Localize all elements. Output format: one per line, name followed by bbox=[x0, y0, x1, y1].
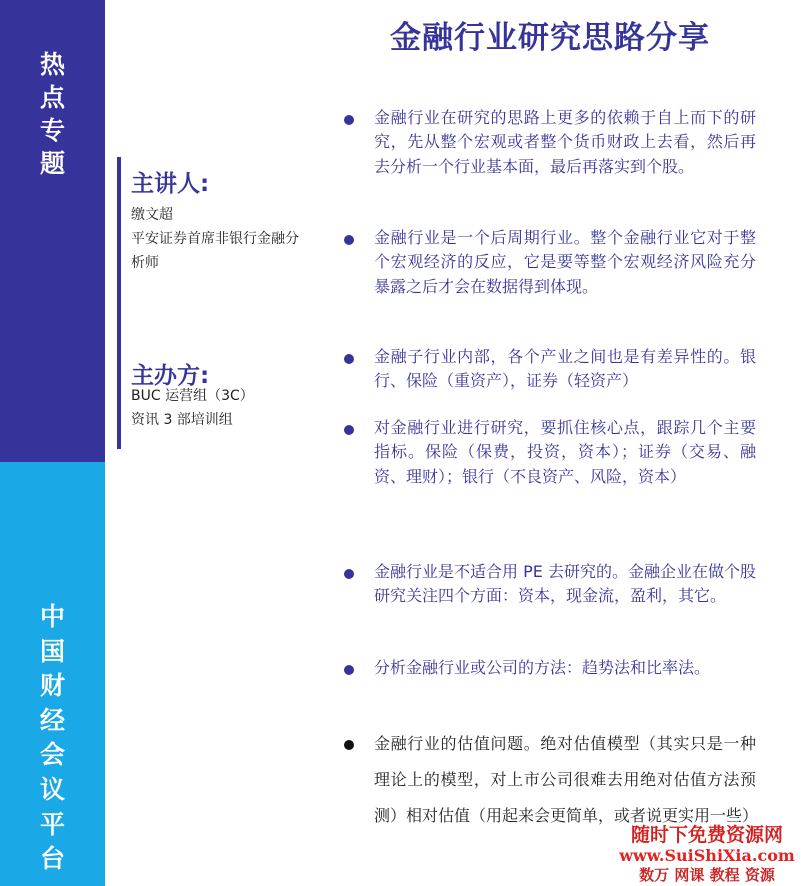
bullet-dot bbox=[344, 354, 354, 364]
bullet-text: 对金融行业进行研究，要抓住核心点，跟踪几个主要指标。保险（保费，投资，资本）；证券（交易、融资、理财）；银行（不良资产、风险，资本） bbox=[374, 418, 756, 486]
sidebar-bottom-char: 经 bbox=[39, 705, 65, 735]
bullet-text: 金融行业是不适合用 PE 去研究的。金融企业在做个股研究关注四个方面：资本，现金流，盈利，其它。 bbox=[374, 562, 756, 606]
speaker-title-line: 平安证券首席非银行金融分 bbox=[131, 231, 299, 247]
bullet-dot bbox=[344, 425, 354, 435]
sidebar-bottom-char: 中 bbox=[39, 602, 65, 631]
bullet-dot bbox=[344, 665, 354, 675]
sidebar-bottom-char: 议 bbox=[39, 774, 65, 804]
bullet-text: 金融行业在研究的思路上更多的依赖于自上而下的研究，先从整个宏观或者整个货币财政上去看，然后再去分析一个行业基本面，最后再落实到个股。 bbox=[374, 108, 756, 176]
sidebar-bottom-char: 财 bbox=[39, 671, 65, 701]
watermark-line: 随时下免费资源网 bbox=[630, 824, 783, 846]
bullet-text: 金融行业的估值问题。绝对估值模型（其实只是一种理论上的模型，对上市公司很难去用绝对估值方法预测）相对估值（用起来会更简单，或者说更实用一些） bbox=[374, 734, 759, 825]
speaker-info bbox=[131, 203, 341, 275]
key-points-list bbox=[340, 0, 800, 886]
organizer-line: BUC 运营组（3C） bbox=[131, 388, 254, 404]
speaker-name: 缴文超 bbox=[131, 207, 173, 223]
speaker-heading: 主讲人: bbox=[131, 171, 210, 197]
bullet-dot bbox=[344, 569, 354, 579]
bullet-dot bbox=[344, 740, 354, 750]
sidebar-top-char: 点 bbox=[39, 83, 65, 112]
sidebar-top-char: 题 bbox=[39, 149, 65, 178]
sidebar-top-char: 热 bbox=[39, 50, 65, 79]
bullet-dot bbox=[344, 115, 354, 125]
organizer-line: 资讯 3 部培训组 bbox=[131, 412, 233, 428]
sidebar-bottom-char: 台 bbox=[39, 844, 65, 874]
watermark-url: www.SuiShiXia.com bbox=[619, 846, 795, 865]
watermark-logo bbox=[612, 824, 802, 884]
sidebar-top-char: 专 bbox=[39, 116, 65, 145]
sidebar-top-label bbox=[0, 48, 105, 180]
sidebar-bottom-char: 平 bbox=[39, 809, 65, 839]
organizer-heading: 主办方: bbox=[131, 363, 210, 389]
bullet-text: 金融行业是一个后周期行业。整个金融行业它对于整个宏观经济的反应，它是要等整个宏观经济风险充分暴露之后才会在数据得到体现。 bbox=[374, 228, 756, 296]
bullet-dot bbox=[344, 235, 354, 245]
bullet-text: 分析金融行业或公司的方法：趋势法和比率法。 bbox=[374, 658, 711, 677]
organizer-info bbox=[131, 384, 341, 432]
bullet-text: 金融子行业内部，各个产业之间也是有差异性的。银行、保险（重资产），证券（轻资产） bbox=[374, 347, 756, 391]
speaker-title-line: 析师 bbox=[131, 255, 159, 271]
page-title: 金融行业研究思路分享 bbox=[390, 20, 710, 56]
sidebar-bottom-char: 国 bbox=[39, 636, 65, 666]
sidebar-bottom-char: 会 bbox=[39, 740, 65, 770]
watermark-line: 数万 网课 教程 资源 bbox=[639, 866, 775, 884]
sidebar-bottom-label bbox=[0, 600, 105, 877]
info-accent-bar bbox=[117, 157, 121, 449]
